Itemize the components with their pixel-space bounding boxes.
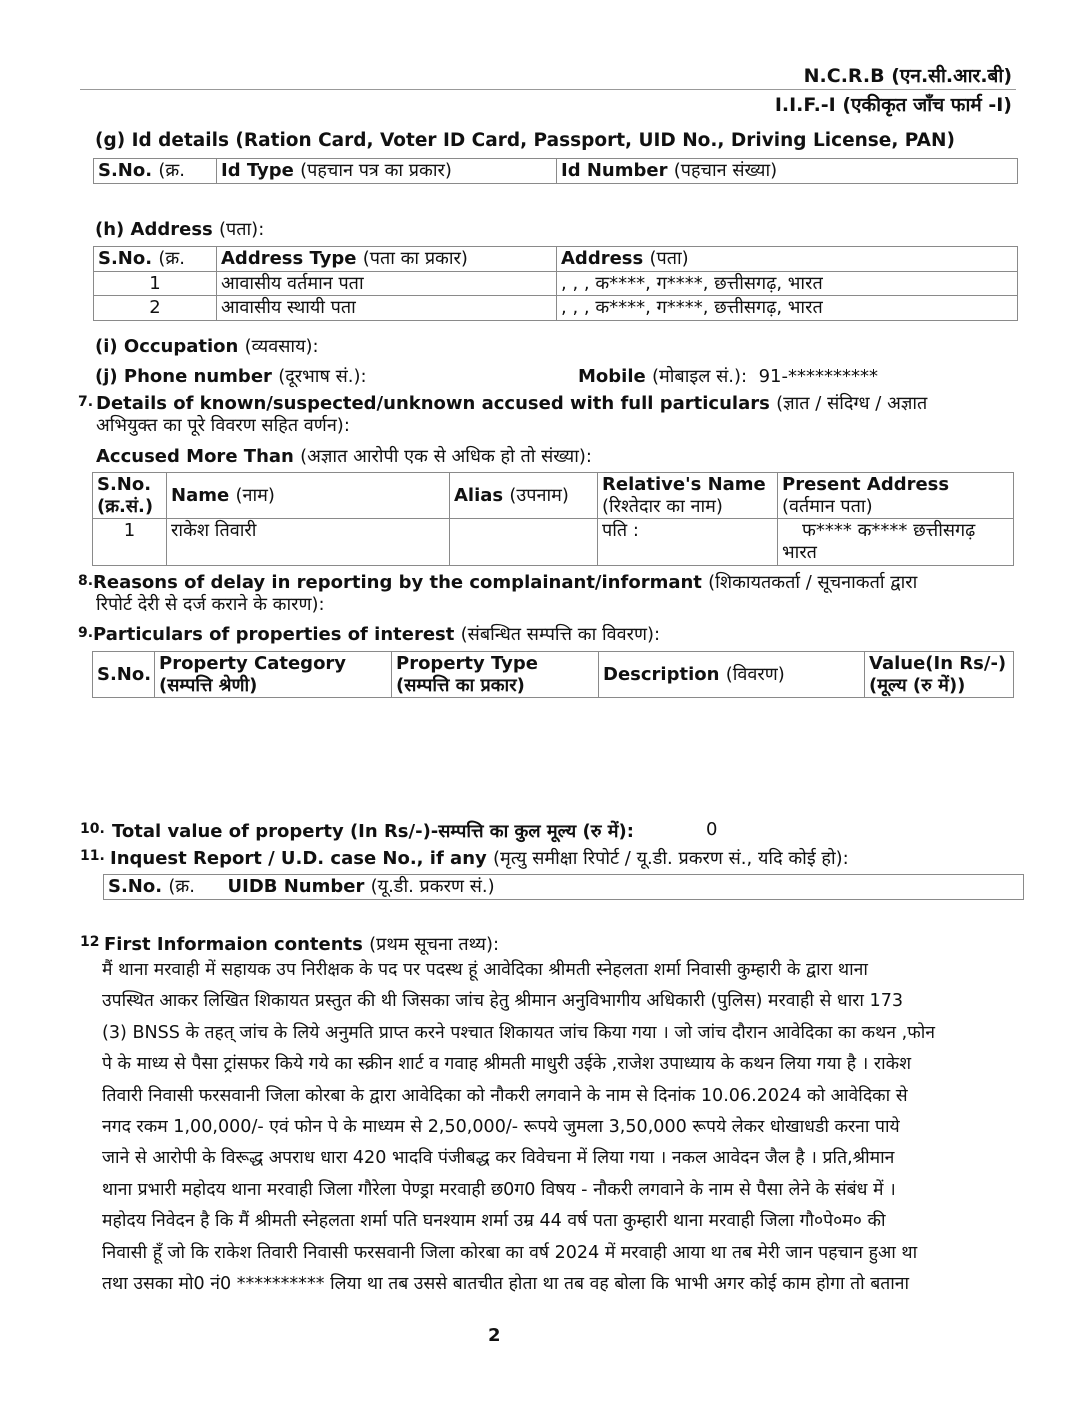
section-12-title: First Informaion contents (प्रथम सूचना तथ्य):	[104, 934, 500, 955]
paragraph-line: नगद रकम 1,00,000/- एवं फोन पे के माध्यम से 2,50,000/- रूपये जुमला 3,50,000 रूपये लेकर धोखाधडी करना पाये	[102, 1117, 900, 1138]
occupation-label: (i) Occupation (व्यवसाय):	[95, 336, 319, 357]
address-table	[93, 246, 1018, 321]
table-header-row	[94, 159, 1018, 184]
form-header-ncrb: N.C.R.B (एन.सी.आर.बी)	[803, 65, 1012, 87]
row-address-type: आवासीय स्थायी पता	[217, 296, 557, 321]
section-11-number: 11.	[80, 848, 105, 864]
section-7-title-cont: अभियुक्त का पूरे विवरण सहित वर्णन):	[96, 415, 350, 436]
mobile-field: Mobile (मोबाइल सं.): 91-**********	[578, 366, 878, 387]
paragraph-line: थाना प्रभारी महोदय थाना मरवाही जिला गौरेला पेण्ड्रा मरवाही छ0ग0 विषय - नौकरी लगवाने के नाम से पैसा लेने के संबंध में ।	[102, 1179, 896, 1200]
col-property-type: Property Type (सम्पत्ति का प्रकार)	[392, 652, 599, 698]
col-sno: S.No.	[93, 652, 155, 698]
col-sno: S.No. (क्र.	[94, 247, 217, 272]
row-sno: 1	[93, 519, 167, 566]
paragraph-line: निवासी हूँ जो कि राकेश तिवारी निवासी फरसवानी जिला कोरबा का वर्ष 2024 में मरवाही आया था तब मेरी जान पहचान हुआ था	[102, 1242, 918, 1263]
section-9-title: Particulars of properties of interest (संबन्धित सम्पत्ति का विवरण):	[93, 624, 661, 645]
table-header-row	[93, 652, 1014, 698]
col-relative: Relative's Name (रिश्तेदार का नाम)	[598, 473, 778, 519]
col-address-type: Address Type (पता का प्रकार)	[217, 247, 557, 272]
accused-table	[92, 472, 1014, 566]
inquest-table	[103, 874, 1024, 900]
accused-more-than: Accused More Than (अज्ञात आरोपी एक से अधिक हो तो संख्या):	[96, 446, 592, 467]
table-row	[94, 296, 1018, 321]
paragraph-line: मैं थाना मरवाही में सहायक उप निरीक्षक के पद पर पदस्थ हूं आवेदिका श्रीमती स्नेहलता शर्मा निवासी कुम्हारी के द्वारा थाना	[102, 960, 868, 980]
table-header-row	[93, 473, 1014, 519]
paragraph-line: जाने से आरोपी के विरूद्ध अपराध धारा 420 भादवि पंजीबद्ध कर विवेचना में लिया गया । नकल आवेदन जैल है । प्रति,श्रीमान	[102, 1148, 895, 1169]
table-header-row	[94, 247, 1018, 272]
header-rule	[80, 89, 1016, 90]
paragraph-line: पे के माध्य से पैसा ट्रांसफर किये गये का स्क्रीन शार्ट व गवाह श्रीमती माधुरी उईके ,राजेश उपाध्याय के कथन लिया गया है । राकेश	[102, 1054, 912, 1075]
section-11-title: Inquest Report / U.D. case No., if any (मृत्यु समीक्षा रिपोर्ट / यू.डी. प्रकरण सं., यदि कोई हो):	[110, 848, 849, 869]
section-9-number: 9.	[78, 625, 94, 641]
properties-table	[92, 651, 1014, 698]
row-address: , , , क****, ग****, छत्तीसगढ़, भारत	[557, 271, 1018, 296]
col-sno: S.No. (क्र.	[94, 159, 217, 184]
col-property-category: Property Category (सम्पत्ति श्रेणी)	[155, 652, 392, 698]
first-information-contents	[102, 955, 1022, 1300]
table-row	[93, 519, 1014, 566]
mobile-value: 91-**********	[758, 366, 878, 387]
col-value: Value(In Rs/-) (मूल्य (रु में))	[865, 652, 1014, 698]
section-8-title: Reasons of delay in reporting by the complainant/informant (शिकायतकर्ता / सूचनाकर्ता द्वारा	[93, 572, 918, 593]
row-address: , , , क****, ग****, छत्तीसगढ़, भारत	[557, 296, 1018, 321]
row-relative: पति :	[598, 519, 778, 566]
section-7-title: Details of known/suspected/unknown accused with full particulars (ज्ञात / संदिग्ध / अज्ञात	[96, 393, 928, 414]
total-property-value: 0	[706, 819, 718, 840]
table-header-row	[104, 875, 1024, 900]
section-10-title: Total value of property (In Rs/-)-सम्पत्ति का कुल मूल्य (रु में):	[112, 821, 634, 842]
col-uidb-number: UIDB Number (यू.डी. प्रकरण सं.)	[224, 875, 1024, 900]
row-sno: 1	[94, 271, 217, 296]
section-8-title-cont: रिपोर्ट देरी से दर्ज कराने के कारण):	[96, 594, 325, 615]
form-header-iif: I.I.F.-I (एकीकृत जाँच फार्म -I)	[774, 94, 1012, 116]
row-sno: 2	[94, 296, 217, 321]
col-name: Name (नाम)	[167, 473, 450, 519]
row-address: फ**** क**** छत्तीसगढ़ भारत	[778, 519, 1014, 566]
section-10-number: 10.	[80, 821, 105, 837]
col-present-address: Present Address (वर्तमान पता)	[778, 473, 1014, 519]
paragraph-line: तथा उसका मो0 नं0 ********** लिया था तब उससे बातचीत होता था तब वह बोला कि भाभी अगर कोई काम होगा तो बताना	[102, 1274, 910, 1295]
section-12-number: 12	[80, 934, 100, 950]
page-number: 2	[488, 1325, 501, 1346]
row-name: राकेश तिवारी	[167, 519, 450, 566]
row-address-type: आवासीय वर्तमान पता	[217, 271, 557, 296]
col-id-number: Id Number (पहचान संख्या)	[557, 159, 1018, 184]
col-description: Description (विवरण)	[599, 652, 865, 698]
row-alias	[450, 519, 598, 566]
col-sno: S.No. (क्र.	[104, 875, 224, 900]
col-sno: S.No. (क्र.सं.)	[93, 473, 167, 519]
section-7-number: 7.	[78, 394, 94, 410]
col-id-type: Id Type (पहचान पत्र का प्रकार)	[217, 159, 557, 184]
paragraph-line: उपस्थित आकर लिखित शिकायत प्रस्तुत की थी जिसका जांच हेतु श्रीमान अनुविभागीय अधिकारी (पुलिस) मरवाही से धारा 173	[102, 991, 904, 1012]
phone-label: (j) Phone number (दूरभाष सं.):	[95, 366, 367, 387]
id-details-title: (g) Id details (Ration Card, Voter ID Card, Passport, UID No., Driving License, PAN)	[95, 130, 955, 151]
table-row	[94, 271, 1018, 296]
id-details-table	[93, 158, 1018, 184]
paragraph-line: तिवारी निवासी फरसवानी जिला कोरबा के द्वारा आवेदिका को नौकरी लगवाने के नाम से दिनांक 10.06.2024 को आवेदिका से	[102, 1085, 908, 1106]
address-title: (h) Address (पता):	[95, 219, 265, 240]
paragraph-line: महोदय निवेदन है कि मैं श्रीमती स्नेहलता शर्मा पति घनश्याम शर्मा उम्र 44 वर्ष पता कुम्हारी थाना मरवाही जिला गौ०पे०म० की	[102, 1211, 886, 1232]
col-address: Address (पता)	[557, 247, 1018, 272]
col-alias: Alias (उपनाम)	[450, 473, 598, 519]
paragraph-line: (3) BNSS के तहत् जांच के लिये अनुमति प्राप्त करने पश्चात शिकायत जांच किया गया । जो जांच दौरान आवेदिका का कथन ,फोन	[102, 1022, 936, 1043]
section-8-number: 8.	[78, 573, 94, 589]
